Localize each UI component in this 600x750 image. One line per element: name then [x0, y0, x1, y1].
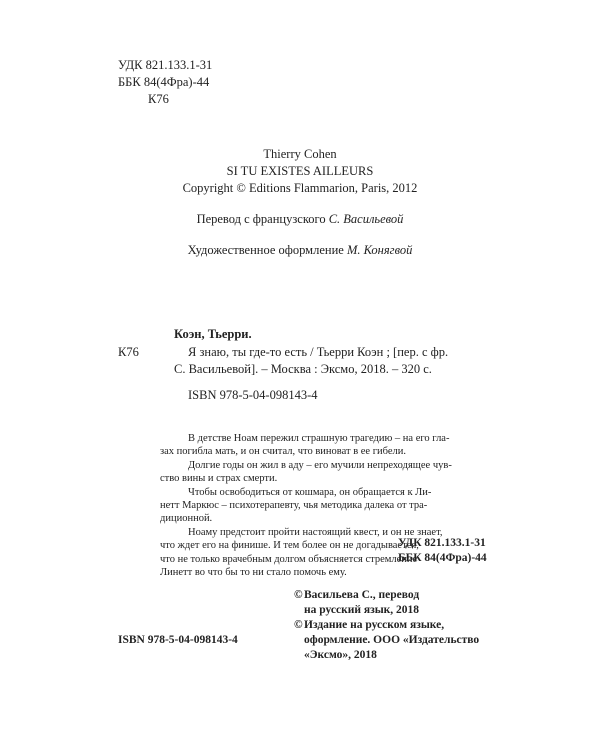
copyright-symbol: © — [294, 589, 303, 601]
copyright-notice — [294, 588, 479, 618]
copyright-line: Издание на русском языке, — [304, 619, 445, 631]
catalog-desc-line1: Я знаю, ты где-то есть / Тьерри Коэн ; [пер. с фр. — [188, 345, 449, 359]
translation-line — [0, 211, 600, 228]
bottom-udk-code: УДК 821.133.1-31 — [398, 537, 486, 549]
annotation-line: ство вины и страх смерти. — [160, 473, 278, 485]
catalog-isbn: ISBN 978-5-04-098143-4 — [188, 388, 318, 402]
catalog-desc-line2: С. Васильевой]. – Москва : Эксмо, 2018. – 320 с. — [174, 362, 432, 376]
annotation-paragraph — [160, 459, 486, 486]
bbk-code: ББК 84(4Фра)-44 — [118, 75, 210, 89]
catalog-heading: Коэн, Тьерри. — [174, 327, 252, 341]
annotation-line: что не только врачебным долгом объясняется стремление — [160, 553, 418, 565]
annotation-line: Чтобы освободиться от кошмара, он обращается к Ли- — [188, 486, 432, 498]
copyright-notice — [294, 618, 479, 663]
bottom-bbk-code: ББК 84(4Фра)-44 — [398, 552, 487, 564]
annotation-line: Ноаму предстоит пройти настоящий квест, и он не знает, — [188, 526, 443, 538]
copyright-line: «Эксмо», 2018 — [304, 649, 377, 661]
design-line — [0, 242, 600, 259]
annotation-paragraph — [160, 432, 486, 459]
udk-code: УДК 821.133.1-31 — [118, 58, 213, 72]
copyright-line: Васильева С., перевод — [304, 589, 420, 601]
author-sign: К76 — [148, 92, 169, 106]
catalog-sign: К76 — [118, 345, 139, 359]
annotation-paragraph — [160, 486, 486, 526]
translator-name: С. Васильевой — [328, 212, 404, 226]
copyright-symbol: © — [294, 619, 303, 631]
annotation-line: В детстве Ноам пережил страшную трагедию – на его гла- — [188, 433, 450, 444]
design-prefix: Художественное оформление — [187, 243, 347, 257]
copyright-line: оформление. ООО «Издательство — [304, 634, 480, 646]
copyright-line: на русский язык, 2018 — [304, 604, 420, 616]
annotation-line: зах погибла мать, и он считал, что виноват в ее гибели. — [160, 446, 406, 458]
original-title: SI TU EXISTES AILLEURS — [226, 164, 374, 178]
copyright-line: Copyright © Editions Flammarion, Paris, 2012 — [182, 181, 418, 195]
bottom-isbn: ISBN 978-5-04-098143-4 — [118, 634, 238, 646]
annotation-line: Долгие годы он жил в аду – его мучили непреходящее чув- — [188, 459, 452, 471]
annotation-line: нетт Маркюс – психотерапевту, чья методика далека от тра- — [160, 500, 428, 512]
original-author: Thierry Cohen — [263, 147, 337, 161]
annotation-line: Линетт во что бы то ни стало помочь ему. — [160, 567, 347, 579]
translation-prefix: Перевод с французского — [196, 212, 329, 226]
designer-name: М. Конягвой — [346, 243, 413, 257]
copyright-notices — [294, 588, 479, 663]
annotation-line: что ждет его на финише. И тем более он не догадывается, — [160, 540, 419, 552]
annotation-line: диционной. — [160, 513, 213, 525]
